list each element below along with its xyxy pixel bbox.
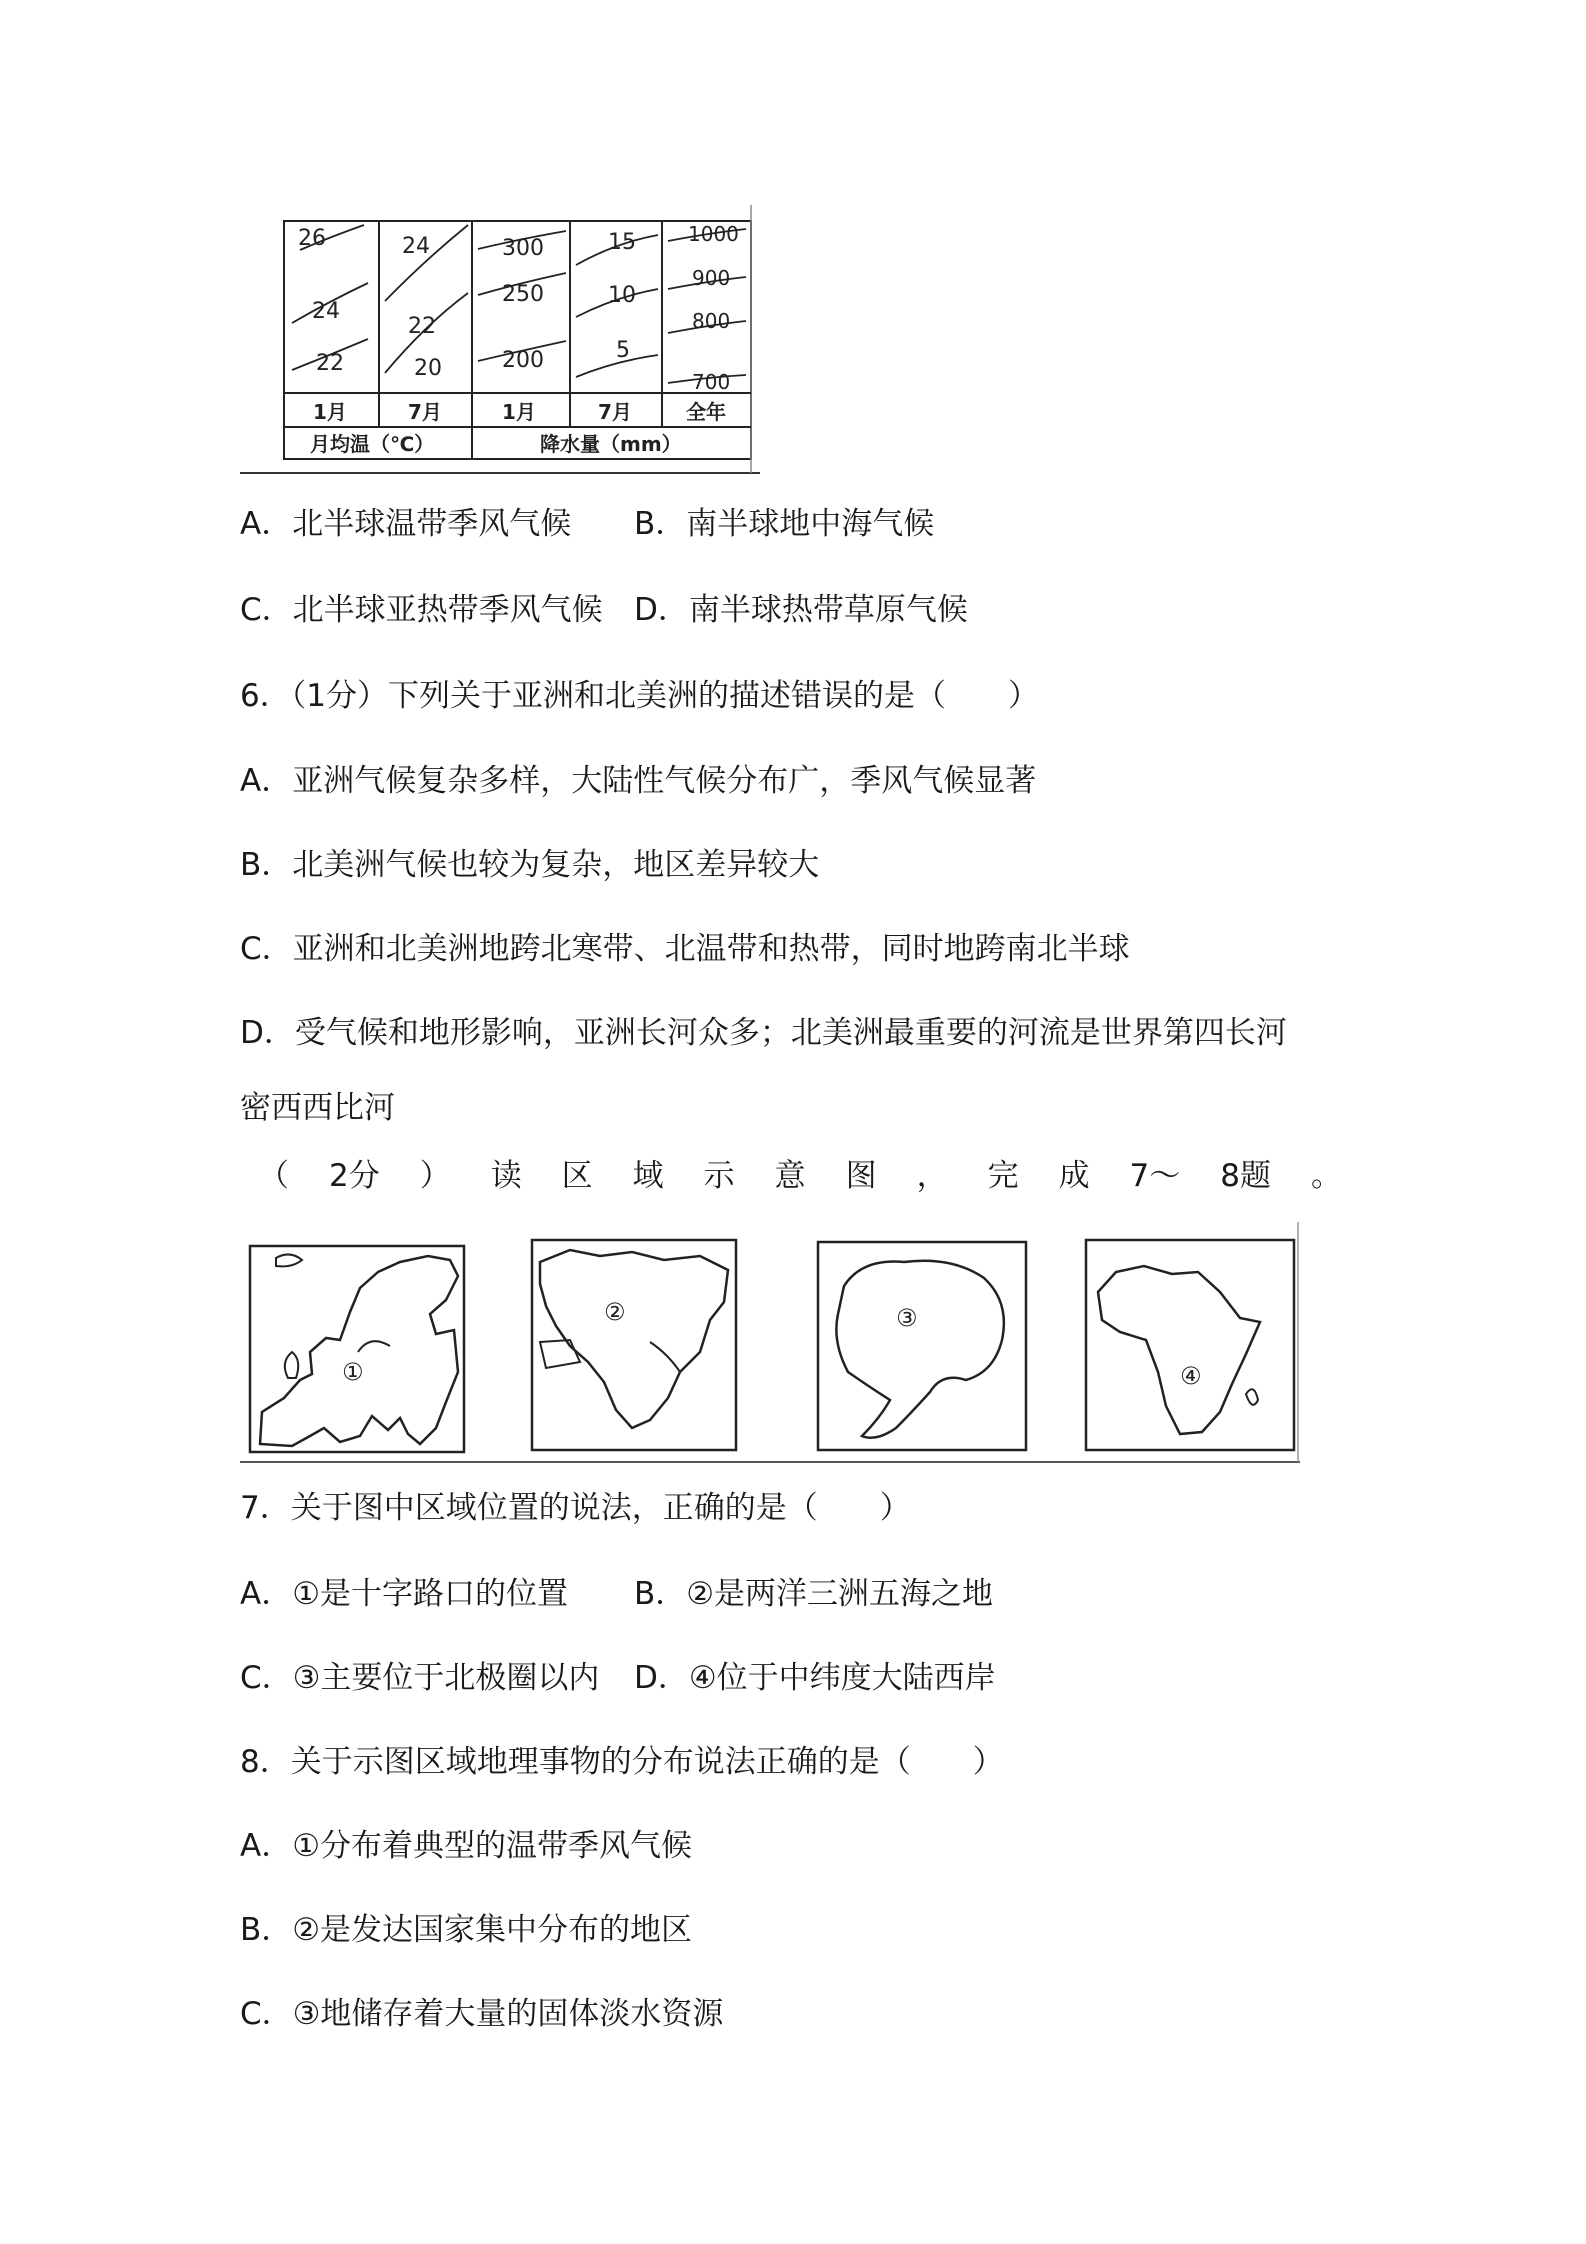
jan-temp-value: 22 — [316, 351, 344, 376]
option-b[interactable]: B．南半球地中海气候 — [634, 506, 935, 542]
map-label-4: ④ — [1180, 1362, 1202, 1390]
option-a[interactable]: A．北半球温带季风气候 — [240, 506, 572, 542]
q8-option-b[interactable]: B．②是发达国家集中分布的地区 — [240, 1912, 693, 1948]
jul-temp-value: 22 — [408, 314, 436, 339]
heading-char: 7～ — [1129, 1158, 1181, 1194]
heading-char: 域 — [632, 1158, 664, 1194]
column-header: 7月 — [408, 400, 442, 424]
q7-options-row-1 — [240, 1574, 993, 1614]
region-maps-svg — [240, 1222, 1302, 1464]
jul-temp-value: 24 — [402, 234, 430, 259]
q8-option-a[interactable]: A．①分布着典型的温带季风气候 — [240, 1828, 692, 1864]
climate-data-figure — [240, 205, 760, 475]
heading-char: 8题 — [1220, 1158, 1271, 1194]
q7-stem: 7．关于图中区域位置的说法，正确的是（ ） — [240, 1490, 911, 1526]
jul-precip-value: 10 — [608, 283, 636, 308]
heading-char: 读 — [490, 1158, 522, 1194]
option-a[interactable]: A．①是十字路口的位置 — [240, 1576, 568, 1612]
heading-char: 示 — [703, 1158, 735, 1194]
heading-char: 图 — [845, 1158, 877, 1194]
q6-option-b[interactable]: B．北美洲气候也较为复杂，地区差异较大 — [240, 847, 820, 883]
option-d[interactable]: D．④位于中纬度大陆西岸 — [634, 1660, 996, 1696]
option-c[interactable]: C．③主要位于北极圈以内 — [240, 1660, 600, 1696]
q8-option-c[interactable]: C．③地储存着大量的固体淡水资源 — [240, 1996, 724, 2032]
heading-char: 2分 — [328, 1158, 380, 1194]
column-header: 7月 — [598, 400, 632, 424]
annual-precip-value: 700 — [692, 370, 731, 394]
question-group-heading — [258, 1156, 1342, 1196]
option-c[interactable]: C．北半球亚热带季风气候 — [240, 592, 603, 628]
map-frame-europe — [250, 1246, 464, 1452]
q6-option-d[interactable]: D．受气候和地形影响，亚洲长河众多；北美洲最重要的河流是世界第四长河 — [240, 1015, 1287, 1051]
region-maps-figure — [240, 1222, 1302, 1464]
jul-precip-value: 5 — [616, 338, 630, 363]
q6-option-d-continued: 密西西比河 — [240, 1090, 395, 1126]
annual-precip-value: 800 — [692, 309, 731, 333]
q7-options-row-2 — [240, 1658, 996, 1698]
map-label-2: ② — [604, 1298, 626, 1326]
jan-temp-value: 26 — [298, 226, 326, 251]
jul-precip-value: 15 — [608, 230, 636, 255]
jan-precip-value: 300 — [502, 236, 544, 261]
heading-char: 意 — [774, 1158, 806, 1194]
q5-options-row-1 — [240, 504, 934, 544]
map-frame-antarctica — [818, 1242, 1026, 1450]
heading-char: 。 — [1310, 1158, 1342, 1194]
column-header: 1月 — [502, 400, 536, 424]
heading-char: 区 — [561, 1158, 593, 1194]
jan-temp-value: 24 — [312, 299, 340, 324]
map-frame-middle-east — [532, 1240, 736, 1450]
jul-temp-value: 20 — [414, 356, 442, 381]
option-d[interactable]: D．南半球热带草原气候 — [634, 592, 968, 628]
climate-table-svg — [240, 205, 760, 475]
precip-row-label: 降水量（mm） — [540, 432, 682, 456]
heading-char: ， — [916, 1158, 948, 1194]
jan-precip-value: 250 — [502, 282, 544, 307]
map-label-3: ③ — [896, 1304, 918, 1332]
q8-stem: 8．关于示图区域地理事物的分布说法正确的是（ ） — [240, 1744, 1004, 1780]
q6-option-c[interactable]: C．亚洲和北美洲地跨北寒带、北温带和热带，同时地跨南北半球 — [240, 931, 1130, 967]
map-label-1: ① — [342, 1358, 364, 1386]
q5-options-row-2 — [240, 590, 968, 630]
q6-option-a[interactable]: A．亚洲气候复杂多样，大陆性气候分布广，季风气候显著 — [240, 763, 1037, 799]
heading-char: （ — [258, 1158, 289, 1194]
heading-char: 完 — [987, 1158, 1019, 1194]
option-b[interactable]: B．②是两洋三洲五海之地 — [634, 1576, 994, 1612]
q6-stem: 6．（1分）下列关于亚洲和北美洲的描述错误的是（ ） — [240, 678, 1039, 714]
column-header: 1月 — [313, 400, 347, 424]
jan-precip-value: 200 — [502, 348, 544, 373]
temp-row-label: 月均温（℃） — [310, 432, 435, 456]
heading-char: ） — [419, 1158, 451, 1194]
heading-char: 成 — [1058, 1158, 1090, 1194]
column-header: 全年 — [686, 400, 726, 424]
annual-precip-value: 900 — [692, 266, 731, 290]
annual-precip-value: 1000 — [688, 222, 739, 246]
